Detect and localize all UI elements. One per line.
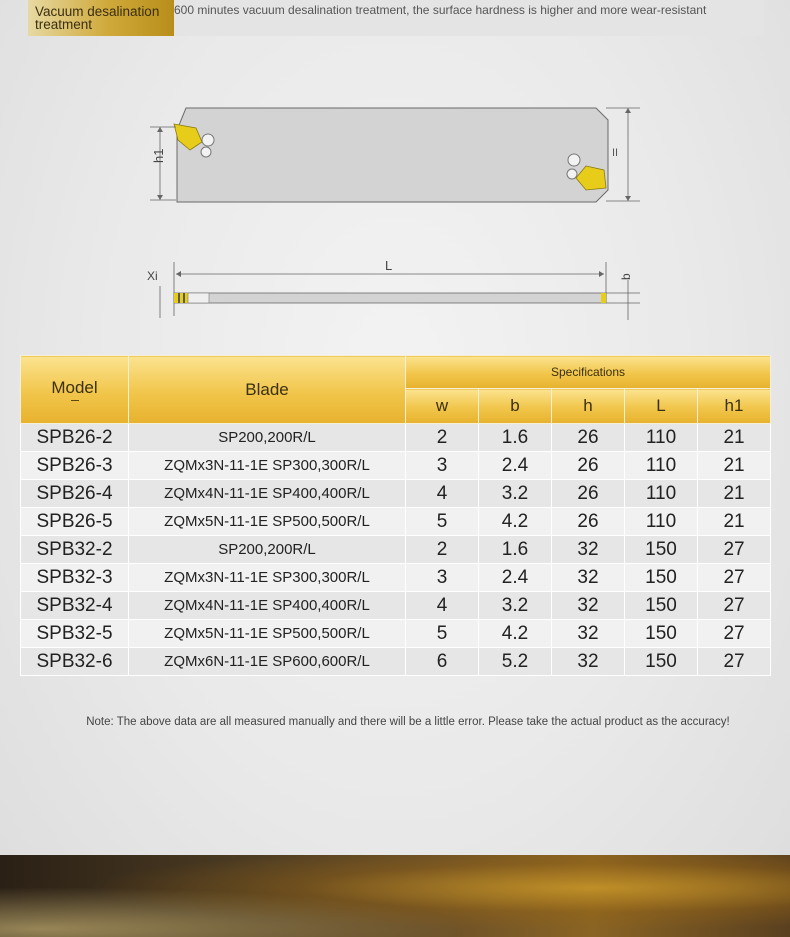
- h1-cell: 21: [698, 480, 771, 508]
- w-cell: 5: [406, 508, 479, 536]
- h-cell: 26: [552, 452, 625, 480]
- model-cell: SPB26-3: [21, 452, 129, 480]
- model-cell: SPB32-3: [21, 564, 129, 592]
- table-row: [21, 564, 771, 592]
- l-cell: 150: [625, 536, 698, 564]
- blade-header: Blade: [129, 356, 406, 424]
- holder-body-side-view: [177, 108, 608, 202]
- h1-dimension-label: h1: [151, 148, 166, 163]
- holder-body-top-view: [174, 293, 606, 303]
- blade-cell: ZQMx3N-11-1E SP300,300R/L: [129, 452, 406, 480]
- b-cell: 4.2: [479, 508, 552, 536]
- blade-cell: ZQMx4N-11-1E SP400,400R/L: [129, 480, 406, 508]
- blade-cell: SP200,200R/L: [129, 536, 406, 564]
- h-dimension-label: II: [612, 147, 619, 159]
- l-cell: 110: [625, 480, 698, 508]
- b-cell: 1.6: [479, 424, 552, 452]
- b-cell: 1.6: [479, 536, 552, 564]
- table-row: [21, 424, 771, 452]
- model-cell: SPB26-2: [21, 424, 129, 452]
- table-row: [21, 648, 771, 676]
- h-cell: 26: [552, 508, 625, 536]
- b-cell: 5.2: [479, 648, 552, 676]
- table-row: [21, 620, 771, 648]
- h1-cell: 27: [698, 592, 771, 620]
- model-cell: SPB32-5: [21, 620, 129, 648]
- h1-cell: 27: [698, 648, 771, 676]
- w-cell: 3: [406, 564, 479, 592]
- measurement-note: Note: The above data are all measured manually and there will be a little error. Please take the actual product as the accuracy!: [86, 716, 730, 728]
- blade-cell: ZQMx5N-11-1E SP500,500R/L: [129, 508, 406, 536]
- table-row: [21, 508, 771, 536]
- h-cell: 32: [552, 564, 625, 592]
- l-cell: 110: [625, 508, 698, 536]
- w-cell: 5: [406, 620, 479, 648]
- h1-cell: 21: [698, 452, 771, 480]
- b-dimension-label: b: [619, 273, 633, 280]
- xi-dimension-label: Xi: [147, 269, 158, 283]
- h1-header: h1: [698, 389, 771, 424]
- table-row: [21, 480, 771, 508]
- specifications-header: Specifications: [406, 356, 771, 389]
- h-cell: 26: [552, 424, 625, 452]
- b-cell: 3.2: [479, 592, 552, 620]
- blade-cell: ZQMx5N-11-1E SP500,500R/L: [129, 620, 406, 648]
- b-cell: 4.2: [479, 620, 552, 648]
- treatment-banner: [28, 0, 764, 36]
- w-cell: 2: [406, 424, 479, 452]
- h-header: h: [552, 389, 625, 424]
- w-cell: 3: [406, 452, 479, 480]
- l-cell: 150: [625, 592, 698, 620]
- table-row: [21, 452, 771, 480]
- banner-description: 600 minutes vacuum desalination treatment, the surface hardness is higher and more wear-resistant: [174, 3, 707, 17]
- w-header: w: [406, 389, 479, 424]
- h-cell: 32: [552, 620, 625, 648]
- l-cell: 110: [625, 424, 698, 452]
- h1-cell: 21: [698, 424, 771, 452]
- blade-cell: ZQMx6N-11-1E SP600,600R/L: [129, 648, 406, 676]
- h1-cell: 27: [698, 536, 771, 564]
- b-cell: 2.4: [479, 564, 552, 592]
- model-cell: SPB32-2: [21, 536, 129, 564]
- banner-label: Vacuum desalination treatment: [28, 0, 174, 36]
- b-header: b: [479, 389, 552, 424]
- right-screw-icon: [568, 154, 580, 166]
- b-cell: 2.4: [479, 452, 552, 480]
- model-cell: SPB26-4: [21, 480, 129, 508]
- w-cell: 4: [406, 480, 479, 508]
- left-screw-icon: [202, 134, 214, 146]
- h-cell: 32: [552, 592, 625, 620]
- l-cell: 110: [625, 452, 698, 480]
- table-row: [21, 592, 771, 620]
- table-row: [21, 536, 771, 564]
- h1-cell: 27: [698, 620, 771, 648]
- model-cell: SPB32-4: [21, 592, 129, 620]
- product-photo-strip: [0, 855, 790, 937]
- l-cell: 150: [625, 620, 698, 648]
- h-cell: 32: [552, 648, 625, 676]
- h1-cell: 27: [698, 564, 771, 592]
- h-cell: 26: [552, 480, 625, 508]
- length-dimension-label: L: [385, 258, 393, 273]
- w-cell: 4: [406, 592, 479, 620]
- blade-holder-diagram: [0, 90, 790, 330]
- h-cell: 32: [552, 536, 625, 564]
- specifications-table: [20, 355, 771, 676]
- h1-cell: 21: [698, 508, 771, 536]
- blade-cell: SP200,200R/L: [129, 424, 406, 452]
- model-header: Model: [21, 356, 129, 424]
- l-cell: 150: [625, 564, 698, 592]
- l-header: L: [625, 389, 698, 424]
- model-cell: SPB26-5: [21, 508, 129, 536]
- w-cell: 2: [406, 536, 479, 564]
- l-cell: 150: [625, 648, 698, 676]
- model-cell: SPB32-6: [21, 648, 129, 676]
- blade-cell: ZQMx4N-11-1E SP400,400R/L: [129, 592, 406, 620]
- blade-cell: ZQMx3N-11-1E SP300,300R/L: [129, 564, 406, 592]
- b-cell: 3.2: [479, 480, 552, 508]
- w-cell: 6: [406, 648, 479, 676]
